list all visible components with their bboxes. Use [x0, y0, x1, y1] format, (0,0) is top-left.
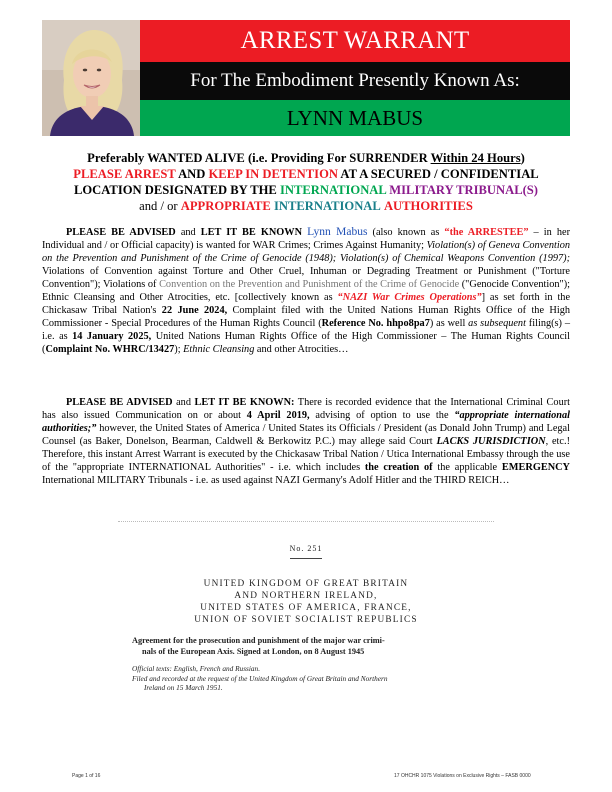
arrestee-label: “the ARRESTEE”	[444, 227, 529, 238]
p1-text: and	[175, 227, 201, 238]
p2-text: International MILITARY Tribunals - i.e. as used against NAZI Germany's Adolf Hitler and the THIRD REICH…	[42, 475, 510, 486]
p2-text: , etc.! Therefore, this instant Arrest Warrant is executed by the Chickasaw Tribal Nation / Utica International Embassy through the use of the "appropriate INTERNATIONAL Authorities" - i.e. which includes	[42, 436, 570, 473]
p1-text: filing(s) – i.e. as	[42, 318, 570, 342]
heading-text: AND	[175, 167, 209, 181]
subject-photo	[42, 20, 140, 136]
p1-text: Violation(s) of Geneva Convention on the Prevention and Punishment of the Crime of Genocide (1948); Violation(s) of Chemical Weapons Convention (1997);	[42, 240, 571, 264]
international-text: INTERNATIONAL	[273, 199, 381, 213]
p2-text: EMERGENCY	[501, 462, 570, 473]
subtitle-band	[140, 62, 570, 100]
p1-text: United Nations Human Rights Office of the High Commissioner – The Human Rights Council (	[42, 331, 570, 355]
p1-text: ] as set forth in the Chickasaw Tribal Nation's	[42, 292, 571, 316]
p1-text: ) as well	[429, 318, 469, 329]
complaint-number: Complaint No. WHRC/13427	[45, 344, 175, 355]
reference-number: Reference No. hhpo8pa7	[321, 318, 430, 329]
party-line: AND NORTHERN IRELAND,	[234, 591, 378, 601]
wanted-heading	[30, 150, 582, 214]
subject-name-inline: Lynn Mabus	[307, 226, 368, 238]
p2-text: the applicable	[432, 462, 502, 473]
paragraph-2	[42, 396, 570, 487]
agreement-line: nals of the European Axis. Signed at London, on 8 August 1945	[142, 646, 365, 656]
p2-text: advising of option to use the	[309, 410, 455, 421]
p1-date: 14 January 2025,	[72, 331, 152, 342]
p1-text: Violations of Convention against Torture and Other Cruel, Inhuman or Degrading Treatment or Punishment ("Torture Convention"); Violations of	[42, 266, 570, 290]
p2-text: and	[172, 397, 195, 408]
agreement-line: Agreement for the prosecution and punishment of the major war crimi-	[132, 636, 385, 645]
heading-underlined: Within 24 Hours	[430, 151, 521, 165]
treaty-number: No. 251	[289, 544, 323, 553]
paragraph-1	[42, 226, 570, 356]
warrant-subtitle: For The Embodiment Presently Known As:	[190, 70, 520, 91]
heading-text: and / or	[139, 199, 181, 213]
p1-text: – in her Individual and / or Official capacity) is wanted for WAR Crimes; Crimes Against Humanity;	[42, 227, 571, 251]
warrant-banner	[42, 20, 570, 136]
nazi-operations-label: “NAZI War Crimes Operations”	[337, 292, 482, 303]
heading-text: AT A SECURED / CONFIDENTIAL	[337, 167, 539, 181]
title-band	[140, 20, 570, 62]
filed-line: Ireland on 15 March 1951.	[144, 683, 223, 692]
name-band	[140, 100, 570, 136]
authorities-text: AUTHORITIES	[383, 199, 473, 213]
official-texts: Official texts: English, French and Russian.	[132, 664, 261, 673]
heading-text: Preferably WANTED ALIVE (i.e. Providing For SURRENDER	[87, 151, 431, 165]
treaty-agreement	[118, 636, 494, 657]
subject-name: LYNN MABUS	[286, 105, 424, 130]
page-number: Page 1 of 16	[72, 773, 101, 779]
lacks-jurisdiction: LACKS JURISDICTION	[436, 436, 546, 447]
p2-text: “appropriate international authorities;”	[42, 410, 570, 434]
p1-text: ("Genocide Convention"); Ethnic Cleansing and Other Atrocities, etc. [collectively known as	[42, 279, 570, 303]
p1-text: PLEASE BE ADVISED	[66, 227, 176, 238]
p1-text: (also known as	[367, 227, 445, 238]
heading-line-4	[30, 198, 582, 214]
party-line: UNITED KINGDOM OF GREAT BRITAIN	[203, 579, 409, 589]
appropriate-text: APPROPRIATE	[180, 199, 271, 213]
p2-text: There is recorded evidence that the International Criminal Court has also issued Communication on or about	[42, 397, 571, 421]
heading-line-1	[30, 150, 582, 166]
p1-text: Complaint filed with the United Nations Human Rights Office of the High Commissioner - Special Procedures of the Human Rights Council (	[42, 305, 570, 329]
p1-text: as subsequent	[468, 318, 526, 329]
portrait-image	[42, 20, 140, 136]
footer-reference: 17 OHCHR 1075 Violations on Exclusive Rights – FASB 0000	[394, 773, 531, 779]
international-text: INTERNATIONAL	[279, 183, 387, 197]
military-tribunal-text: MILITARY TRIBUNAL(S)	[389, 183, 538, 197]
p1-text: Ethnic Cleansing	[183, 344, 255, 355]
keep-in-detention: KEEP IN DETENTION	[208, 167, 338, 181]
section-divider	[118, 521, 494, 522]
heading-text: LOCATION DESIGNATED BY THE	[73, 183, 280, 197]
filed-line: Filed and recorded at the request of the United Kingdom of Great Britain and Northern	[132, 673, 388, 683]
heading-line-3	[30, 182, 582, 198]
warrant-title: ARREST WARRANT	[240, 27, 470, 54]
p2-text: LET IT BE KNOWN:	[194, 397, 295, 408]
please-arrest: PLEASE ARREST	[73, 167, 176, 181]
p1-date: 22 June 2024,	[161, 305, 228, 316]
heading-text: )	[520, 151, 525, 165]
p1-text: Convention on the Prevention and Punishment of the Crime of Genocide	[159, 279, 460, 290]
p2-text: however, the United States of America / United States its Officials / President (as Donald John Trump) and Legal Counsel (as Baker, Donelson, Bearman, Caldwell & Berkowitz P.C.) may allege said Court	[42, 423, 570, 447]
number-rule	[290, 558, 322, 559]
p1-text: LET IT BE KNOWN	[200, 227, 303, 238]
p2-date: 4 April 2019,	[246, 410, 310, 421]
party-line: UNITED STATES OF AMERICA, FRANCE,	[200, 603, 412, 613]
p1-text: and other Atrocities…	[254, 344, 349, 355]
treaty-notes	[118, 664, 494, 693]
party-line: UNION OF SOVIET SOCIALIST REPUBLICS	[194, 615, 418, 625]
treaty-parties	[118, 578, 494, 626]
heading-line-2	[30, 166, 582, 182]
p2-text: PLEASE BE ADVISED	[66, 397, 173, 408]
p2-text: the creation of	[364, 462, 433, 473]
p1-text: );	[174, 344, 184, 355]
